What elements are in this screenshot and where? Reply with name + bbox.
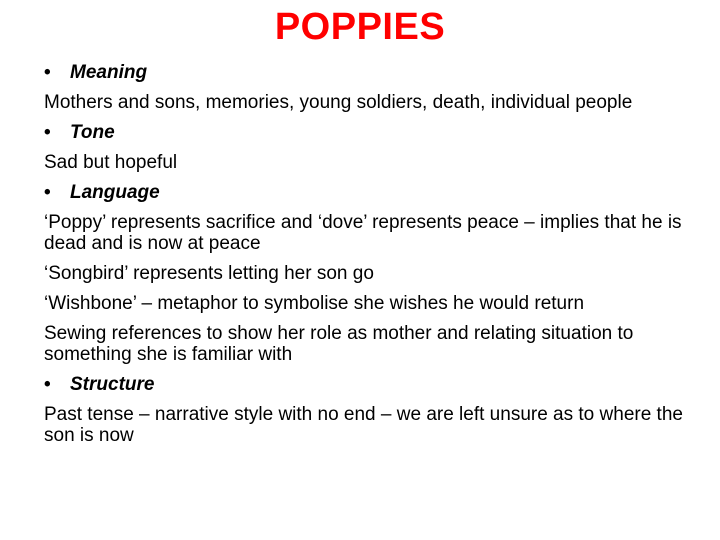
bullet-tone: • xyxy=(44,122,51,143)
heading-meaning xyxy=(44,58,684,88)
slide-content xyxy=(44,58,684,451)
language-item-wishbone: ‘Wishbone’ – metaphor to symbolise she wishes he would return xyxy=(44,293,585,314)
bullet-meaning: • xyxy=(44,62,51,83)
bullet-structure: • xyxy=(44,374,51,395)
meaning-text: Mothers and sons, memories, young soldiers, death, individual people xyxy=(44,92,633,113)
language-item-songbird: ‘Songbird’ represents letting her son go xyxy=(44,263,374,284)
heading-tone xyxy=(44,118,684,148)
language-item-poppy: ‘Poppy’ represents sacrifice and ‘dove’ represents peace – implies that he is dead and is now at peace xyxy=(44,212,682,254)
heading-structure xyxy=(44,370,684,400)
heading-language xyxy=(44,178,684,208)
heading-language-label: Language xyxy=(70,182,160,203)
slide-title: POPPIES xyxy=(274,6,446,48)
structure-text: Past tense – narrative style with no end – we are left unsure as to where the son is now xyxy=(44,404,683,446)
heading-tone-label: Tone xyxy=(70,122,115,143)
bullet-language: • xyxy=(44,182,51,203)
heading-structure-label: Structure xyxy=(70,374,155,395)
language-item-sewing: Sewing references to show her role as mother and relating situation to something she is familiar with xyxy=(44,323,634,365)
tone-text: Sad but hopeful xyxy=(44,152,178,173)
heading-meaning-label: Meaning xyxy=(70,62,148,83)
